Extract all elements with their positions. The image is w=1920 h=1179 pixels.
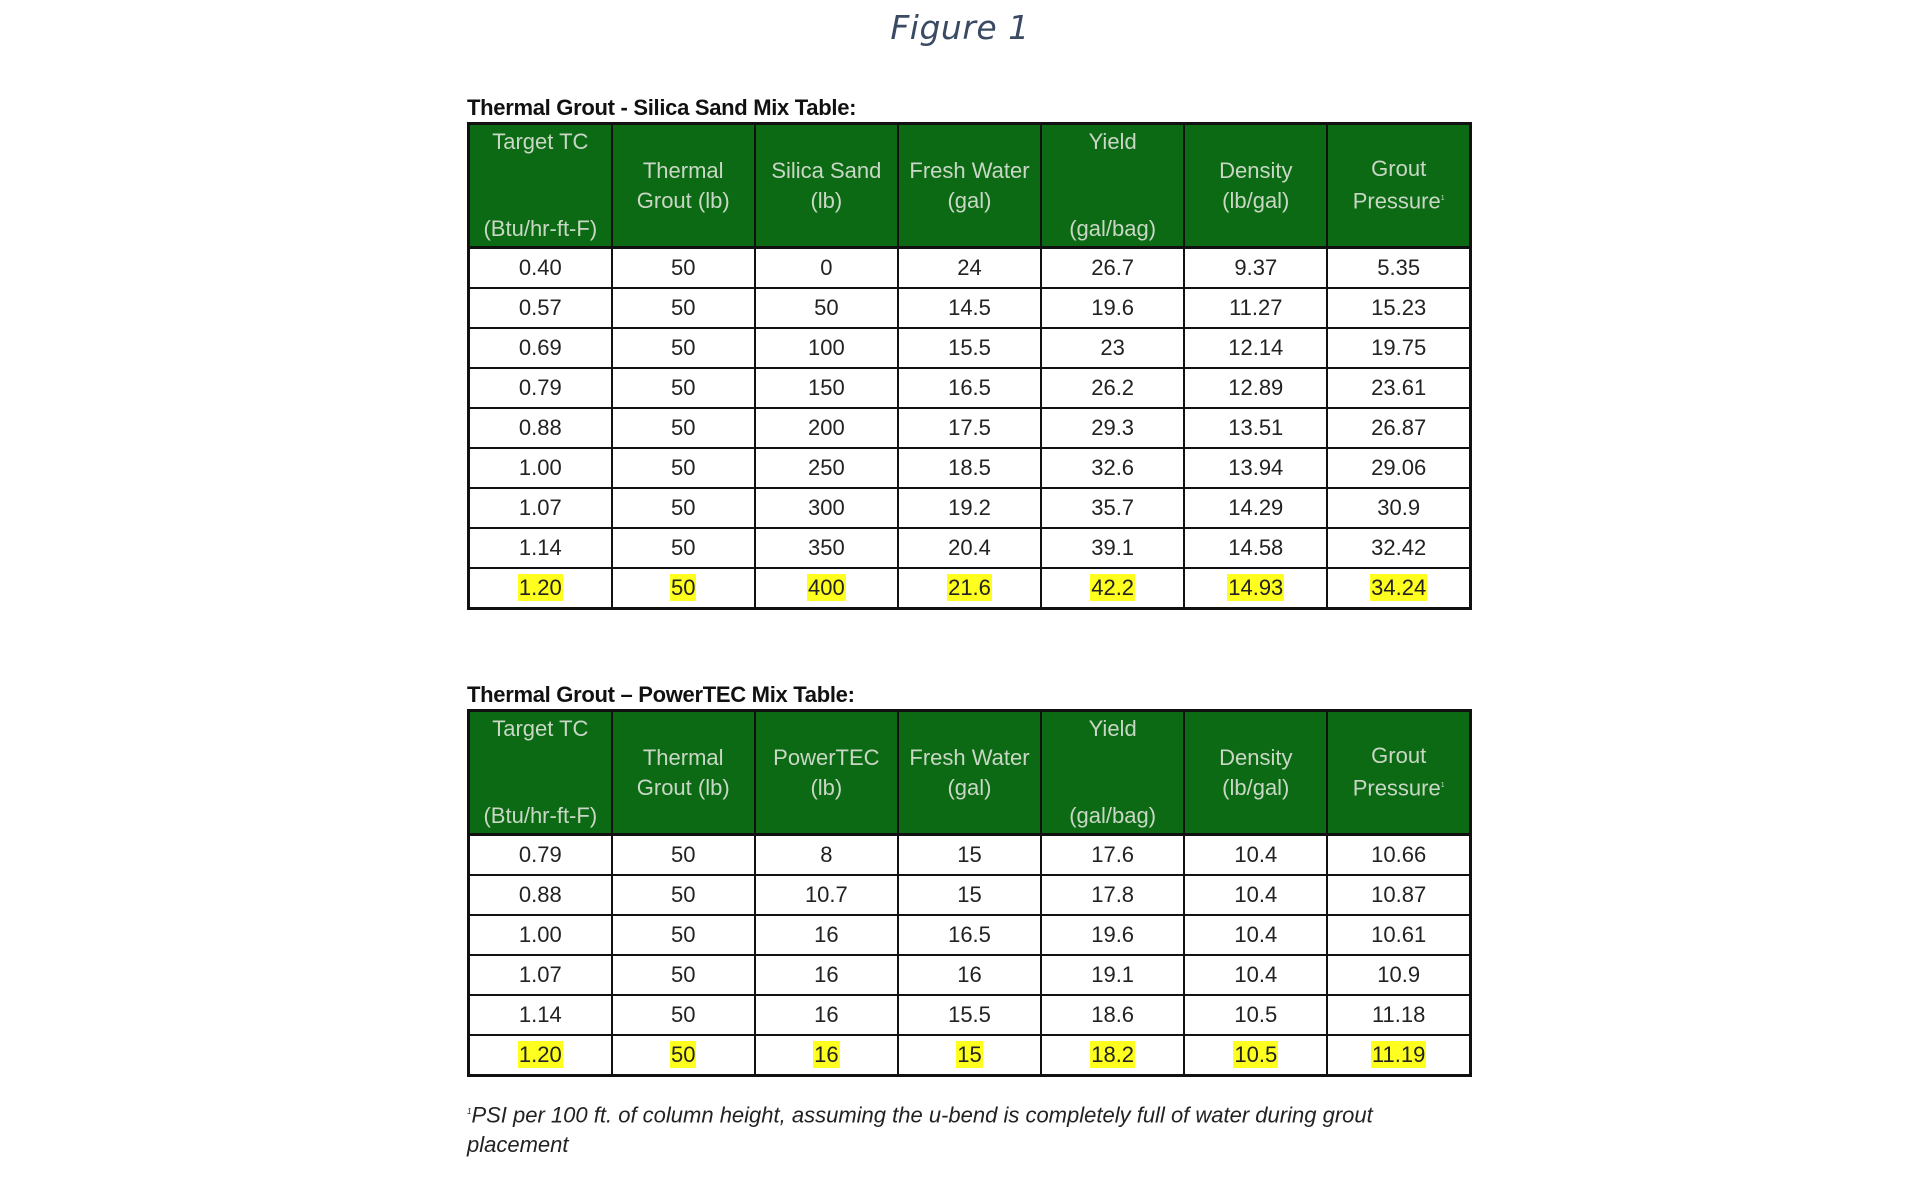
table-cell: 20.4 [898, 528, 1041, 568]
table-cell [1184, 568, 1327, 609]
table-cell: 14.58 [1184, 528, 1327, 568]
table-cell: 13.51 [1184, 408, 1327, 448]
table-row [469, 995, 1471, 1035]
column-header-label: Thermal [642, 157, 724, 183]
column-header-label: (lb) [810, 774, 843, 800]
table-cell: 19.6 [1041, 288, 1184, 328]
column-header-unit: (gal/bag) [1069, 216, 1157, 241]
table-cell: 26.87 [1327, 408, 1470, 448]
table-cell: 1.07 [469, 488, 612, 528]
table-cell: 10.4 [1184, 915, 1327, 955]
highlighted-value: 50 [670, 1042, 696, 1067]
highlighted-value: 1.20 [518, 1042, 562, 1067]
table-cell: 300 [755, 488, 898, 528]
table-cell [1327, 1035, 1470, 1076]
silica-sand-mix-table [467, 122, 1472, 610]
table-cell: 0.79 [469, 835, 612, 876]
powertec-section [467, 681, 1472, 1077]
column-header-label: PowerTEC [773, 744, 880, 770]
column-header-label: Thermal [642, 744, 724, 770]
table-header-row [469, 124, 1471, 248]
table-row [469, 328, 1471, 368]
table-cell: 10.4 [1184, 875, 1327, 915]
table-cell: 0.69 [469, 328, 612, 368]
silica-sand-table-title: Thermal Grout - Silica Sand Mix Table: [467, 95, 857, 120]
column-header-label: (lb) [810, 187, 843, 213]
figure-title: Figure 1 [890, 8, 1030, 47]
highlighted-value: 10.5 [1234, 1042, 1278, 1067]
column-header [1327, 711, 1470, 835]
table-cell: 16 [755, 995, 898, 1035]
table-cell: 23 [1041, 328, 1184, 368]
column-header [1041, 711, 1184, 835]
column-header [612, 711, 755, 835]
table-row [469, 955, 1471, 995]
table-cell [898, 568, 1041, 609]
highlighted-value: 16 [814, 1042, 839, 1067]
table-cell [469, 1035, 612, 1076]
table-cell: 5.35 [1327, 248, 1470, 289]
table-cell: 39.1 [1041, 528, 1184, 568]
table-row [469, 288, 1471, 328]
table-cell [1041, 1035, 1184, 1076]
table-cell: 13.94 [1184, 448, 1327, 488]
table-cell: 24 [898, 248, 1041, 289]
table-cell [898, 1035, 1041, 1076]
table-cell: 150 [755, 368, 898, 408]
column-header [755, 711, 898, 835]
table-cell: 50 [612, 875, 755, 915]
table-cell: 18.5 [898, 448, 1041, 488]
table-cell: 50 [612, 248, 755, 289]
table-cell: 100 [755, 328, 898, 368]
table-cell [469, 568, 612, 609]
column-header-label: (gal) [947, 187, 992, 213]
table-cell: 8 [755, 835, 898, 876]
table-row [469, 568, 1471, 609]
column-header-label: Target TC [492, 716, 589, 741]
column-header-label: Fresh Water [909, 157, 1030, 183]
column-header-label: Density [1219, 744, 1293, 770]
table-cell: 17.5 [898, 408, 1041, 448]
table-cell [612, 1035, 755, 1076]
highlighted-value: 11.19 [1371, 1042, 1426, 1067]
table-cell: 15.23 [1327, 288, 1470, 328]
table-cell: 17.6 [1041, 835, 1184, 876]
footnote-marker: 1 [467, 1107, 472, 1116]
table-cell: 50 [612, 915, 755, 955]
table-cell: 0.40 [469, 248, 612, 289]
column-header [1041, 124, 1184, 248]
column-header-label: Pressure [1352, 775, 1441, 801]
table-cell [612, 568, 755, 609]
table-row [469, 915, 1471, 955]
table-cell: 50 [612, 288, 755, 328]
column-header [612, 124, 755, 248]
silica-sand-section [467, 94, 1472, 610]
table-cell: 10.61 [1327, 915, 1470, 955]
table-row [469, 448, 1471, 488]
table-cell: 50 [612, 368, 755, 408]
table-cell: 0 [755, 248, 898, 289]
table-cell: 50 [612, 488, 755, 528]
table-cell: 15.5 [898, 995, 1041, 1035]
table-cell: 0.57 [469, 288, 612, 328]
table-cell: 50 [612, 528, 755, 568]
table-row [469, 528, 1471, 568]
table-row [469, 248, 1471, 289]
table-cell: 32.42 [1327, 528, 1470, 568]
table-cell [1327, 568, 1470, 609]
column-header [1184, 711, 1327, 835]
table-cell: 1.00 [469, 915, 612, 955]
table-cell: 50 [612, 448, 755, 488]
highlighted-value: 400 [807, 575, 845, 600]
table-cell [755, 568, 898, 609]
table-cell: 0.88 [469, 408, 612, 448]
table-cell: 10.5 [1184, 995, 1327, 1035]
table-row [469, 368, 1471, 408]
table-cell: 0.79 [469, 368, 612, 408]
table-cell: 9.37 [1184, 248, 1327, 289]
column-header [469, 124, 612, 248]
powertec-table-title: Thermal Grout – PowerTEC Mix Table: [467, 682, 855, 707]
column-header [1184, 124, 1327, 248]
table-row [469, 408, 1471, 448]
table-cell: 10.7 [755, 875, 898, 915]
highlighted-value: 18.2 [1091, 1042, 1135, 1067]
highlighted-value: 14.93 [1228, 575, 1284, 600]
highlighted-value: 50 [670, 575, 696, 600]
column-header-unit: (Btu/hr-ft-F) [483, 216, 598, 241]
table-cell: 10.9 [1327, 955, 1470, 995]
column-header-label: Pressure [1352, 188, 1441, 214]
table-cell: 10.4 [1184, 955, 1327, 995]
table-cell: 10.87 [1327, 875, 1470, 915]
column-header [898, 124, 1041, 248]
table-cell: 50 [755, 288, 898, 328]
table-cell: 35.7 [1041, 488, 1184, 528]
table-header-row [469, 711, 1471, 835]
table-cell: 18.6 [1041, 995, 1184, 1035]
table-cell: 15.5 [898, 328, 1041, 368]
column-header-unit: (Btu/hr-ft-F) [483, 803, 598, 828]
column-header-label: Yield [1088, 129, 1137, 154]
table-row [469, 488, 1471, 528]
table-cell: 350 [755, 528, 898, 568]
table-cell: 11.27 [1184, 288, 1327, 328]
table-cell: 16 [898, 955, 1041, 995]
table-cell: 11.18 [1327, 995, 1470, 1035]
table-cell: 10.66 [1327, 835, 1470, 876]
table-cell [1184, 1035, 1327, 1076]
table-cell: 19.6 [1041, 915, 1184, 955]
column-header-label: (gal) [947, 774, 992, 800]
column-header-label: Grout (lb) [636, 187, 730, 213]
table-cell: 14.5 [898, 288, 1041, 328]
column-header-label: Target TC [492, 129, 589, 154]
table-cell [755, 1035, 898, 1076]
table-row [469, 875, 1471, 915]
column-header-label: Silica Sand [771, 157, 882, 183]
table-cell: 50 [612, 995, 755, 1035]
table-row [469, 1035, 1471, 1076]
table-cell: 17.8 [1041, 875, 1184, 915]
table-row [469, 835, 1471, 876]
column-header [898, 711, 1041, 835]
table-cell: 29.06 [1327, 448, 1470, 488]
footnote-text: PSI per 100 ft. of column height, assuming the u-bend is completely full of water during grout placement [467, 1102, 1373, 1158]
highlighted-value: 1.20 [518, 575, 562, 600]
table-cell: 250 [755, 448, 898, 488]
table-cell: 23.61 [1327, 368, 1470, 408]
table-cell: 1.14 [469, 995, 612, 1035]
table-cell: 26.2 [1041, 368, 1184, 408]
column-header-label: (lb/gal) [1222, 774, 1290, 800]
column-header-label: Fresh Water [909, 744, 1030, 770]
column-header-unit: (gal/bag) [1069, 803, 1157, 828]
table-cell: 15 [898, 875, 1041, 915]
table-cell: 1.07 [469, 955, 612, 995]
table-cell: 29.3 [1041, 408, 1184, 448]
table-cell: 16.5 [898, 915, 1041, 955]
table-cell: 26.7 [1041, 248, 1184, 289]
footnote-reference: 1 [1440, 782, 1445, 790]
column-header-label: Grout (lb) [636, 774, 730, 800]
table-cell: 10.4 [1184, 835, 1327, 876]
highlighted-value: 21.6 [948, 575, 991, 600]
table-cell: 19.1 [1041, 955, 1184, 995]
table-cell: 1.14 [469, 528, 612, 568]
highlighted-value: 42.2 [1091, 575, 1135, 600]
column-header [469, 711, 612, 835]
table-cell: 32.6 [1041, 448, 1184, 488]
highlighted-value: 15 [957, 1042, 982, 1067]
footnote-reference: 1 [1440, 195, 1445, 203]
powertec-mix-table [467, 709, 1472, 1077]
table-cell: 200 [755, 408, 898, 448]
column-header-label: Density [1219, 157, 1293, 183]
table-cell: 50 [612, 955, 755, 995]
table-cell: 50 [612, 835, 755, 876]
column-header-label: (lb/gal) [1222, 187, 1290, 213]
table-cell: 0.88 [469, 875, 612, 915]
table-cell: 14.29 [1184, 488, 1327, 528]
column-header-label: Grout [1371, 743, 1427, 769]
table-cell: 12.89 [1184, 368, 1327, 408]
table-cell: 16 [755, 915, 898, 955]
footnote [467, 1097, 1447, 1160]
table-cell: 16 [755, 955, 898, 995]
table-cell: 19.75 [1327, 328, 1470, 368]
column-header-label: Grout [1371, 156, 1427, 182]
table-cell: 50 [612, 328, 755, 368]
table-cell: 16.5 [898, 368, 1041, 408]
table-cell [1041, 568, 1184, 609]
column-header [755, 124, 898, 248]
table-cell: 19.2 [898, 488, 1041, 528]
table-cell: 15 [898, 835, 1041, 876]
table-cell: 1.00 [469, 448, 612, 488]
table-cell: 12.14 [1184, 328, 1327, 368]
column-header [1327, 124, 1470, 248]
table-cell: 50 [612, 408, 755, 448]
column-header-label: Yield [1088, 716, 1137, 741]
table-cell: 30.9 [1327, 488, 1470, 528]
highlighted-value: 34.24 [1371, 575, 1427, 600]
